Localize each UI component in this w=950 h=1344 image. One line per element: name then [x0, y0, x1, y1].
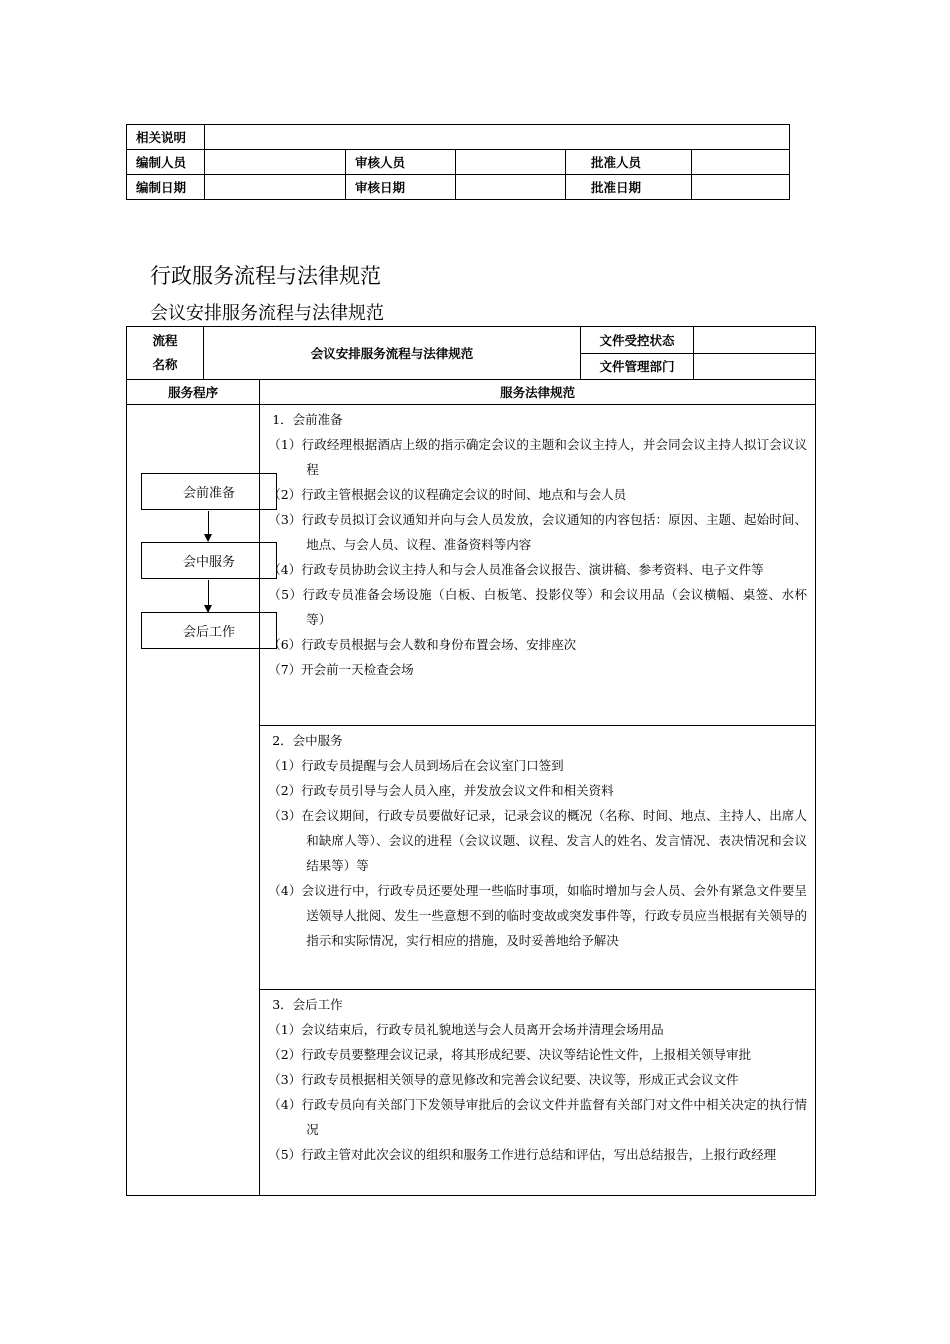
list-item: （5）行政主管对此次会议的组织和服务工作进行总结和评估，写出总结报告，上报行政经理: [268, 1146, 777, 1162]
approve-date-value[interactable]: [692, 175, 790, 200]
process-name-value: 会议安排服务流程与法律规范: [204, 327, 581, 380]
control-status-label: 文件受控状态: [581, 327, 694, 354]
editor-label: 编制人员: [127, 150, 205, 175]
list-item: （1）会议结束后，行政专员礼貌地送与会人员离开会场并清理会场用品: [268, 1021, 664, 1037]
approver-value[interactable]: [692, 150, 790, 175]
section-title: 3．会后工作: [272, 996, 343, 1012]
flow-step-post: 会后工作: [141, 612, 277, 649]
edit-date-value[interactable]: [205, 175, 346, 200]
list-item: （1）行政专员提醒与会人员到场后在会议室门口签到: [268, 757, 564, 773]
process-table: [126, 326, 816, 1196]
list-item: （6）行政专员根据与会人数和身份布置会场、安排座次: [268, 637, 577, 652]
list-item: （2）行政专员要整理会议记录，将其形成纪要、决议等结论性文件，上报相关领导审批: [268, 1046, 752, 1062]
list-item: （4）会议进行中，行政专员还要处理一些临时事项，如临时增加与会人员、会外有紧急文件要呈送领导人批阅、发生一些意想不到的临时变故或突发事件等，行政专员应当根据有关领导的指示和实际情况，实行相应的措施，及时妥善地给予解决: [268, 882, 807, 948]
col-procedure-header: 服务程序: [127, 380, 260, 405]
section-title: 1．会前准备: [272, 412, 343, 427]
approve-date-label: 批准日期: [566, 175, 692, 200]
flow-arrow-down-icon: [208, 580, 209, 612]
related-label: 相关说明: [127, 125, 205, 150]
mgmt-dept-label: 文件管理部门: [581, 353, 694, 380]
list-item: （7）开会前一天检查会场: [268, 662, 414, 677]
flow-arrow-down-icon: [208, 511, 209, 541]
list-item: （2）行政主管根据会议的议程确定会议的时间、地点和与会人员: [268, 487, 627, 502]
list-item: （3）行政专员拟订会议通知并向与会人员发放，会议通知的内容包括：原因、主题、起始时间、地点、与会人员、议程、准备资料等内容: [268, 512, 807, 552]
reviewer-label: 审核人员: [346, 150, 456, 175]
list-item: （1）行政经理根据酒店上级的指示确定会议的主题和会议主持人，并会同会议主持人拟订会议议程: [268, 437, 807, 477]
list-item: （4）行政专员协助会议主持人和与会人员准备会议报告、演讲稿、参考资料、电子文件等: [268, 562, 764, 577]
list-item: （3）在会议期间，行政专员要做好记录，记录会议的概况（名称、时间、地点、主持人、出席人和缺席人等）、会议的进程（会议议题、议程、发言人的姓名、发言情况、表决情况和会议结果等）等: [268, 807, 807, 873]
section-title: 2．会中服务: [272, 732, 343, 748]
section-during-meeting: [260, 725, 816, 989]
flowchart-cell: [127, 405, 260, 1196]
mgmt-dept-value[interactable]: [694, 353, 816, 380]
review-date-label: 审核日期: [346, 175, 456, 200]
flow-step-pre: 会前准备: [141, 473, 277, 510]
section-post-meeting: [260, 989, 816, 1195]
list-item: （5）行政专员准备会场设施（白板、白板笔、投影仪等）和会议用品（会议横幅、桌签、水杯等）: [268, 587, 807, 627]
flow-step-during: 会中服务: [141, 542, 277, 579]
edit-date-label: 编制日期: [127, 175, 205, 200]
related-value[interactable]: [205, 125, 790, 150]
list-item: （4）行政专员向有关部门下发领导审批后的会议文件并监督有关部门对文件中相关决定的执行情况: [268, 1096, 807, 1137]
flowchart: [127, 405, 259, 1195]
page-title: 行政服务流程与法律规范: [150, 264, 381, 288]
process-name-label: 流程 名称: [127, 327, 204, 380]
list-item: （3）行政专员根据相关领导的意见修改和完善会议纪要、决议等，形成正式会议文件: [268, 1071, 739, 1087]
control-status-value[interactable]: [694, 327, 816, 354]
page-subtitle: 会议安排服务流程与法律规范: [150, 303, 384, 324]
approver-label: 批准人员: [566, 150, 692, 175]
signoff-table: [126, 124, 790, 200]
col-norms-header: 服务法律规范: [260, 380, 816, 405]
section-pre-meeting: [260, 405, 816, 726]
review-date-value[interactable]: [456, 175, 566, 200]
list-item: （2）行政专员引导与会人员入座，并发放会议文件和相关资料: [268, 782, 614, 798]
editor-value[interactable]: [205, 150, 346, 175]
reviewer-value[interactable]: [456, 150, 566, 175]
